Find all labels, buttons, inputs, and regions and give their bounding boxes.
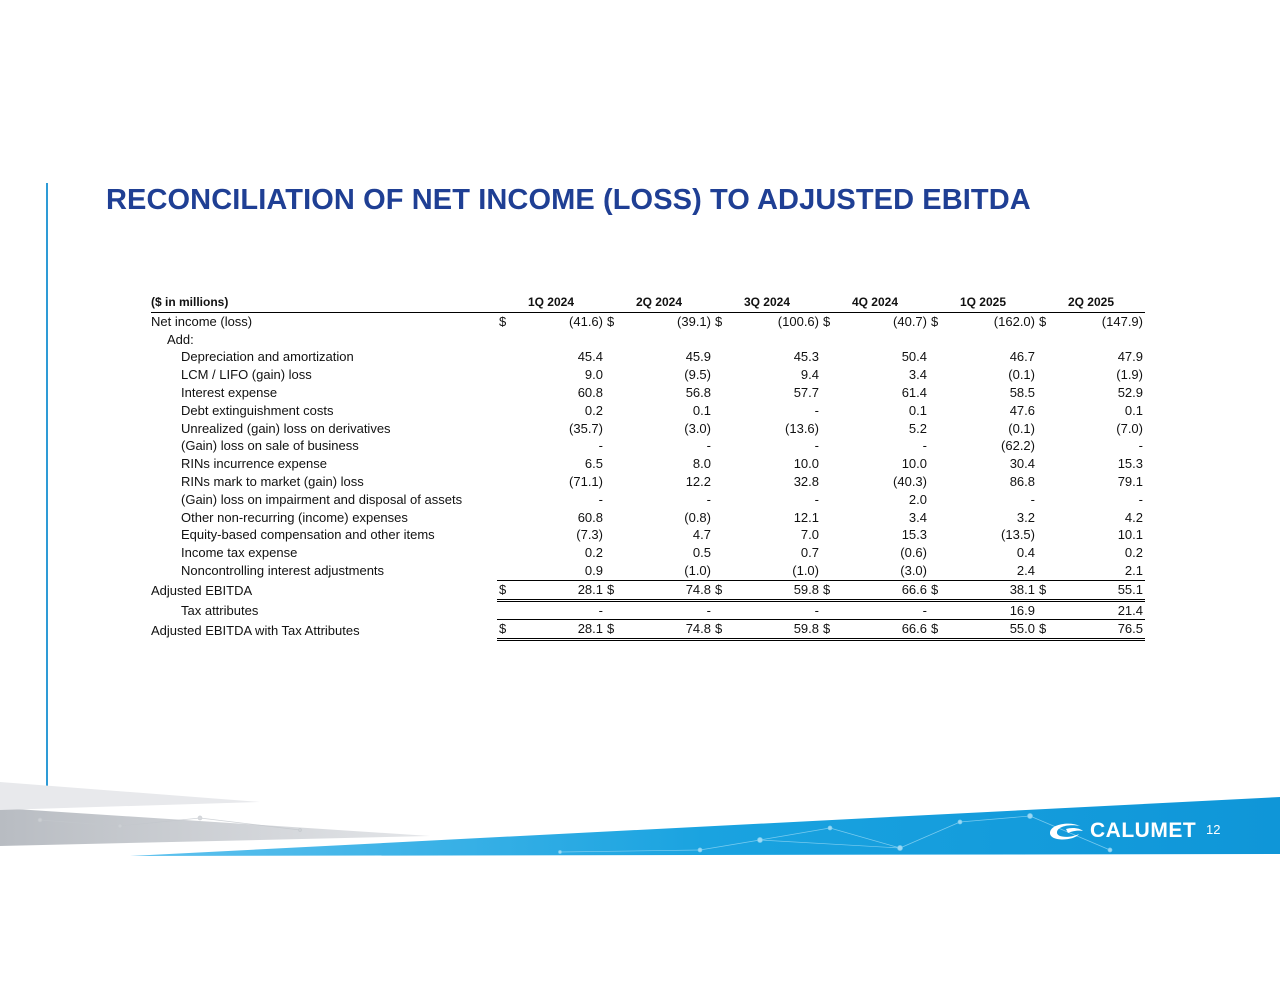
cell-value: 0.1 [1124, 402, 1143, 418]
cell-value: 74.8 [617, 620, 713, 640]
cell-value: - [706, 438, 711, 454]
table-row [151, 509, 1145, 527]
cell-value: - [814, 491, 819, 507]
cell-value: (39.1) [677, 313, 711, 329]
row-label: Adjusted EBITDA [151, 583, 253, 599]
cell-value: 55.1 [1049, 580, 1145, 600]
cell-value: 79.1 [1117, 473, 1143, 489]
row-label: RINs mark to market (gain) loss [181, 473, 364, 489]
table-row [151, 455, 1145, 473]
cell-value: - [814, 438, 819, 454]
currency-symbol: $ [929, 620, 941, 640]
cell-value: 10.1 [1117, 527, 1143, 543]
row-label: Tax attributes [181, 603, 259, 619]
currency-symbol: $ [607, 313, 615, 329]
cell-value: 57.7 [793, 384, 819, 400]
cell-value: 4.2 [1124, 509, 1143, 525]
cell-value: 45.3 [793, 349, 819, 365]
cell-value: (0.1) [1008, 420, 1035, 436]
table-row [151, 384, 1145, 402]
row-label: LCM / LIFO (gain) loss [181, 367, 312, 383]
cell-value: 0.4 [1016, 545, 1035, 561]
cell-value: 45.4 [577, 349, 603, 365]
left-accent-rule [46, 183, 48, 787]
row-label: Debt extinguishment costs [181, 402, 334, 418]
cell-value: 30.4 [1009, 456, 1035, 472]
cell-value: 46.7 [1009, 349, 1035, 365]
cell-value: 60.8 [577, 384, 603, 400]
column-header: 2Q 2024 [605, 294, 713, 312]
currency-symbol: $ [821, 580, 833, 600]
table-row [151, 491, 1145, 509]
cell-value: 7.0 [800, 527, 819, 543]
table-row [151, 437, 1145, 455]
header-row [151, 294, 1145, 312]
cell-value: 21.4 [1049, 600, 1145, 620]
currency-symbol: $ [713, 620, 725, 640]
cell-value: 55.0 [941, 620, 1037, 640]
row-label: (Gain) loss on sale of business [181, 438, 359, 454]
cell-value: - [814, 402, 819, 418]
cell-value: 15.3 [1117, 456, 1143, 472]
cell-value: (40.3) [893, 473, 927, 489]
cell-value: 2.1 [1049, 562, 1145, 580]
add-label: Add: [167, 331, 194, 347]
cell-value: (1.0) [617, 562, 713, 580]
cell-value: 52.9 [1117, 384, 1143, 400]
cell-value: 45.9 [685, 349, 711, 365]
cell-value: 86.8 [1009, 473, 1035, 489]
cell-value: 59.8 [725, 620, 821, 640]
cell-value: 3.4 [908, 367, 927, 383]
cell-value: 10.0 [901, 456, 927, 472]
cell-value: (0.8) [684, 509, 711, 525]
reconciliation-table [151, 294, 1145, 641]
cell-value: 0.9 [509, 562, 605, 580]
cell-value: 3.2 [1016, 509, 1035, 525]
row-label: Unrealized (gain) loss on derivatives [181, 420, 391, 436]
currency-symbol: $ [823, 313, 831, 329]
cell-value: 28.1 [509, 620, 605, 640]
cell-value: - [1138, 491, 1143, 507]
cell-value: 76.5 [1049, 620, 1145, 640]
row-label: RINs incurrence expense [181, 456, 327, 472]
cell-value: 66.6 [833, 580, 929, 600]
currency-symbol: $ [1037, 580, 1049, 600]
cell-value: 0.1 [692, 402, 711, 418]
cell-value: 10.0 [793, 456, 819, 472]
cell-value: 8.0 [692, 456, 711, 472]
cell-value: - [509, 600, 605, 620]
row-label: (Gain) loss on impairment and disposal of assets [181, 491, 463, 507]
currency-symbol: $ [929, 580, 941, 600]
currency-symbol: $ [605, 620, 617, 640]
cell-value: (147.9) [1101, 313, 1143, 329]
cell-value: - [598, 491, 603, 507]
cell-value: - [833, 600, 929, 620]
currency-symbol: $ [713, 580, 725, 600]
currency-symbol: $ [605, 580, 617, 600]
column-header: 4Q 2024 [821, 294, 929, 312]
row-label: Net income (loss) [151, 313, 253, 329]
column-header: 3Q 2024 [713, 294, 821, 312]
cell-value: 2.0 [908, 491, 927, 507]
row-label: Income tax expense [181, 545, 298, 561]
cell-value: 0.7 [800, 545, 819, 561]
cell-value: (1.9) [1116, 367, 1143, 383]
table-row [151, 348, 1145, 366]
units-label: ($ in millions) [151, 294, 497, 312]
calumet-logo [1046, 818, 1196, 844]
cell-value: 0.1 [908, 402, 927, 418]
cell-value: (41.6) [569, 313, 603, 329]
row-label: Depreciation and amortization [181, 349, 354, 365]
cell-value: 56.8 [685, 384, 711, 400]
cell-value: 12.1 [793, 509, 819, 525]
table-row [151, 402, 1145, 420]
cell-value: 66.6 [833, 620, 929, 640]
cell-value: (71.1) [569, 473, 603, 489]
cell-value: - [617, 600, 713, 620]
cell-value: 0.2 [584, 402, 603, 418]
cell-value: - [725, 600, 821, 620]
table-row [151, 473, 1145, 491]
cell-value: 9.4 [800, 367, 819, 383]
table-row [151, 544, 1145, 562]
cell-value: (40.7) [893, 313, 927, 329]
cell-value: 61.4 [901, 384, 927, 400]
cell-value: (13.6) [785, 420, 819, 436]
row-label: Equity-based compensation and other items [181, 527, 435, 543]
cell-value: 9.0 [584, 367, 603, 383]
table-row [151, 312, 1145, 330]
cell-value: 58.5 [1009, 384, 1035, 400]
currency-symbol: $ [821, 620, 833, 640]
cell-value: 0.2 [1124, 545, 1143, 561]
cell-value: 15.3 [901, 527, 927, 543]
cell-value: - [598, 438, 603, 454]
cell-value: (3.0) [833, 562, 929, 580]
table-row [151, 600, 1145, 620]
cell-value: (7.3) [576, 527, 603, 543]
cell-value: 2.4 [941, 562, 1037, 580]
currency-symbol: $ [497, 580, 509, 600]
cell-value: (0.6) [900, 545, 927, 561]
cell-value: 0.2 [584, 545, 603, 561]
cell-value: 47.6 [1009, 402, 1035, 418]
cell-value: (100.6) [777, 313, 819, 329]
cell-value: 59.8 [725, 580, 821, 600]
cell-value: 28.1 [509, 580, 605, 600]
cell-value: - [1030, 491, 1035, 507]
cell-value: 6.5 [584, 456, 603, 472]
logo-text: CALUMET [1090, 819, 1197, 842]
table-row [151, 526, 1145, 544]
cell-value: 5.2 [908, 420, 927, 436]
cell-value: 74.8 [617, 580, 713, 600]
cell-value: (1.0) [725, 562, 821, 580]
row-label: Adjusted EBITDA with Tax Attributes [151, 622, 360, 638]
cell-value: 47.9 [1117, 349, 1143, 365]
table-row-total [151, 620, 1145, 640]
cell-value: 16.9 [941, 600, 1037, 620]
table-row [151, 562, 1145, 580]
cell-value: (7.0) [1116, 420, 1143, 436]
cell-value: (9.5) [684, 367, 711, 383]
row-label: Noncontrolling interest adjustments [181, 563, 385, 579]
table-row [151, 366, 1145, 384]
cell-value: 32.8 [793, 473, 819, 489]
currency-symbol: $ [1037, 620, 1049, 640]
calumet-swirl-icon [1046, 820, 1086, 842]
row-label: Interest expense [181, 384, 278, 400]
cell-value: (3.0) [684, 420, 711, 436]
cell-value: 50.4 [901, 349, 927, 365]
page-number: 12 [1206, 822, 1221, 837]
cell-value: 60.8 [577, 509, 603, 525]
cell-value: 0.5 [692, 545, 711, 561]
column-header: 1Q 2024 [497, 294, 605, 312]
cell-value: 4.7 [692, 527, 711, 543]
cell-value: 38.1 [941, 580, 1037, 600]
cell-value: (162.0) [993, 313, 1035, 329]
table-row [151, 420, 1145, 438]
cell-value: - [706, 491, 711, 507]
column-header: 2Q 2025 [1037, 294, 1145, 312]
table-row [151, 331, 1145, 349]
cell-value: - [1138, 438, 1143, 454]
currency-symbol: $ [1039, 313, 1047, 329]
cell-value: (0.1) [1008, 367, 1035, 383]
cell-value: (13.5) [1001, 527, 1035, 543]
cell-value: 3.4 [908, 509, 927, 525]
currency-symbol: $ [931, 313, 939, 329]
currency-symbol: $ [499, 313, 507, 329]
cell-value: - [922, 438, 927, 454]
row-label: Other non-recurring (income) expenses [181, 509, 408, 525]
column-header: 1Q 2025 [929, 294, 1037, 312]
currency-symbol: $ [715, 313, 723, 329]
currency-symbol: $ [497, 620, 509, 640]
table-row-total [151, 580, 1145, 600]
page-title: RECONCILIATION OF NET INCOME (LOSS) TO ADJUSTED EBITDA [106, 184, 1031, 216]
cell-value: (62.2) [1001, 438, 1035, 454]
cell-value: (35.7) [569, 420, 603, 436]
cell-value: 12.2 [685, 473, 711, 489]
